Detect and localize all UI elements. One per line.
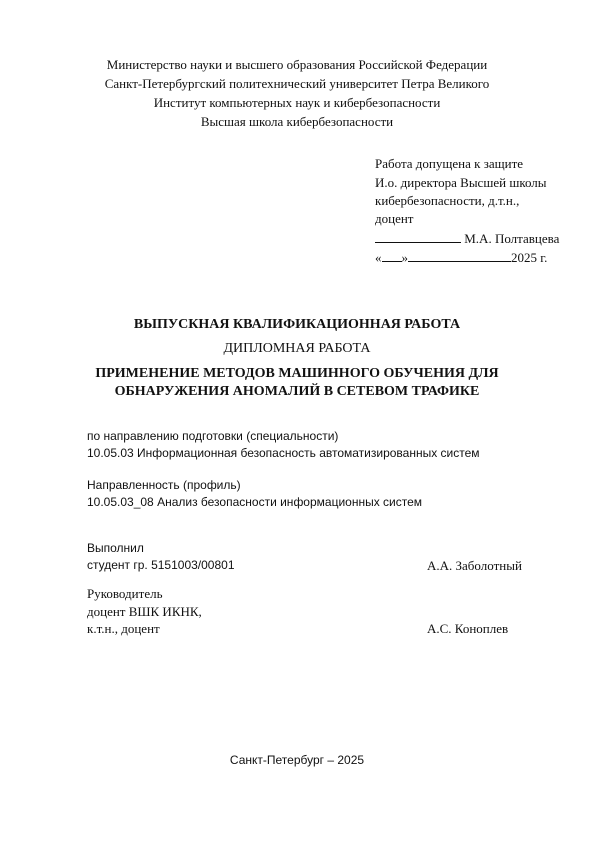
direction-label: по направлению подготовки (специальности) (87, 429, 339, 443)
supervisor-name: А.С. Коноплев (427, 621, 509, 636)
date-close-quote: » (401, 250, 408, 265)
supervisor-label: Руководитель (87, 586, 163, 601)
school-line: Высшая школа кибербезопасности (200, 114, 394, 129)
topic-title-line-1: ПРИМЕНЕНИЕ МЕТОДОВ МАШИННОГО ОБУЧЕНИЯ ДЛЯ (95, 366, 499, 381)
institute-line: Институт компьютерных наук и кибербезопасности (153, 95, 441, 110)
city-year: Санкт-Петербург – 2025 (229, 753, 365, 767)
university-line: Санкт-Петербургский политехнический университет Петра Великого (104, 76, 490, 91)
profile-value: 10.05.03_08 Анализ безопасности информационных систем (87, 495, 423, 509)
date-year: 2025 г. (511, 250, 548, 265)
approval-date-line (375, 249, 547, 266)
month-blank (408, 249, 511, 262)
work-kind-title: ВЫПУСКНАЯ КВАЛИФИКАЦИОННАЯ РАБОТА (133, 317, 461, 332)
author-label: Выполнил (87, 541, 144, 555)
work-subkind-title: ДИПЛОМНАЯ РАБОТА (223, 341, 371, 356)
approval-line-1: Работа допущена к защите (375, 156, 524, 171)
profile-label: Направленность (профиль) (87, 478, 241, 492)
approval-signature-line (375, 230, 559, 247)
author-name: А.А. Заболотный (427, 558, 522, 573)
ministry-line: Министерство науки и высшего образования Российской Федерации (106, 57, 488, 72)
approval-line-4: доцент (375, 211, 414, 226)
supervisor-degree: к.т.н., доцент (87, 621, 160, 636)
approval-signer: М.А. Полтавцева (464, 231, 560, 246)
author-group: студент гр. 5151003/00801 (87, 558, 235, 572)
approval-line-2: И.о. директора Высшей школы (375, 175, 547, 190)
date-open-quote: « (375, 250, 382, 265)
signature-blank (375, 230, 461, 243)
direction-value: 10.05.03 Информационная безопасность автоматизированных систем (87, 446, 480, 460)
approval-line-3: кибербезопасности, д.т.н., (375, 193, 520, 208)
topic-title-line-2: ОБНАРУЖЕНИЯ АНОМАЛИЙ В СЕТЕВОМ ТРАФИКЕ (114, 384, 480, 399)
day-blank (382, 249, 402, 262)
supervisor-position: доцент ВШК ИКНК, (87, 604, 202, 619)
